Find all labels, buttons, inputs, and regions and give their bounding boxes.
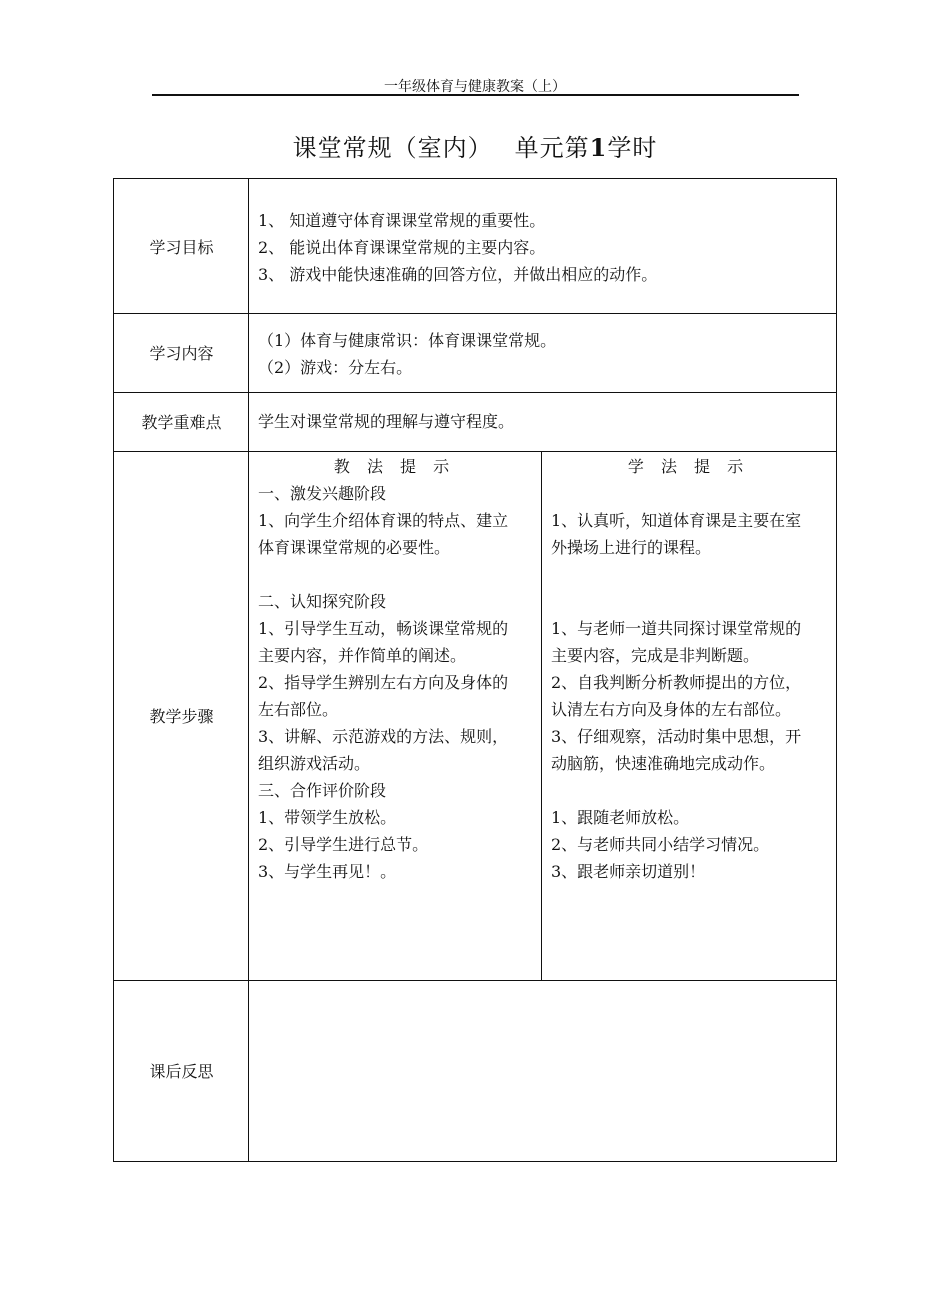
student-step-line: 1、认真听，知道体育课是主要在室 <box>551 511 802 530</box>
key-points-text: 学生对课堂常规的理解与遵守程度。 <box>258 412 515 431</box>
student-step-line: 1、跟随老师放松。 <box>551 808 690 827</box>
teacher-step-line: 2、指导学生辨别左右方向及身体的 <box>258 673 509 692</box>
goals-list <box>258 207 657 288</box>
student-step-line: 2、与老师共同小结学习情况。 <box>551 835 770 854</box>
teacher-step-line: 一、激发兴趣阶段 <box>258 484 387 503</box>
title-number: 1 <box>589 133 608 162</box>
student-step-line <box>551 777 801 804</box>
teacher-step-line: 组织游戏活动。 <box>258 754 371 773</box>
steps-column-divider <box>541 451 542 980</box>
title-session: 学时 <box>607 134 658 162</box>
student-step-line <box>551 561 801 588</box>
goal-item: 1、 知道遵守体育课课堂常规的重要性。 <box>258 211 546 230</box>
content-item: （2）游戏：分左右。 <box>258 358 413 377</box>
teacher-step-line: 3、与学生再见！。 <box>258 862 397 881</box>
running-header: 一年级体育与健康教案（上） <box>384 79 566 95</box>
teacher-step-line <box>258 561 508 588</box>
goal-item: 2、 能说出体育课课堂常规的主要内容。 <box>258 238 546 257</box>
lesson-title <box>0 128 950 163</box>
title-unit: 单元第 <box>514 134 590 162</box>
student-step-line: 动脑筋，快速准确地完成动作。 <box>551 754 776 773</box>
goal-item: 3、 游戏中能快速准确的回答方位，并做出相应的动作。 <box>258 265 658 284</box>
student-step-line <box>551 480 801 507</box>
student-steps <box>551 480 801 885</box>
student-step-line <box>551 588 801 615</box>
teacher-step-line: 1、引导学生互动，畅谈课堂常规的 <box>258 619 509 638</box>
key-points-label: 教学重难点 <box>141 413 222 432</box>
goals-label: 学习目标 <box>149 237 214 257</box>
teacher-step-line: 左右部位。 <box>258 700 339 719</box>
student-step-line: 外操场上进行的课程。 <box>551 538 712 557</box>
reflection-label: 课后反思 <box>149 1062 214 1081</box>
student-column-header: 学 法 提 示 <box>627 457 750 476</box>
student-step-line: 3、仔细观察，活动时集中思想，开 <box>551 727 802 746</box>
lesson-plan-table <box>113 178 837 1162</box>
teacher-step-line: 1、带领学生放松。 <box>258 808 397 827</box>
content-label: 学习内容 <box>149 344 214 363</box>
title-topic: 课堂常规（室内） <box>292 134 493 162</box>
student-step-line: 2、自我判断分析教师提出的方位， <box>551 673 802 692</box>
teacher-step-line: 1、向学生介绍体育课的特点、建立 <box>258 511 509 530</box>
student-step-line: 认清左右方向及身体的左右部位。 <box>551 700 792 719</box>
teacher-column-header: 教 法 提 示 <box>333 457 456 476</box>
steps-label: 教学步骤 <box>149 707 214 726</box>
teacher-step-line: 体育课课堂常规的必要性。 <box>258 538 451 557</box>
teacher-step-line: 二、认知探究阶段 <box>258 592 387 611</box>
teacher-step-line: 3、讲解、示范游戏的方法、规则， <box>258 727 509 746</box>
student-step-line: 3、跟老师亲切道别！ <box>551 862 706 881</box>
teacher-step-line: 主要内容，并作简单的阐述。 <box>258 646 467 665</box>
content-list <box>258 327 556 381</box>
teacher-step-line: 2、引导学生进行总节。 <box>258 835 429 854</box>
teacher-step-line: 三、合作评价阶段 <box>258 781 387 800</box>
student-step-line: 1、与老师一道共同探讨课堂常规的 <box>551 619 802 638</box>
student-step-line: 主要内容，完成是非判断题。 <box>551 646 760 665</box>
content-item: （1）体育与健康常识：体育课课堂常规。 <box>258 331 557 350</box>
teacher-steps <box>258 480 508 885</box>
header-rule <box>152 94 799 96</box>
